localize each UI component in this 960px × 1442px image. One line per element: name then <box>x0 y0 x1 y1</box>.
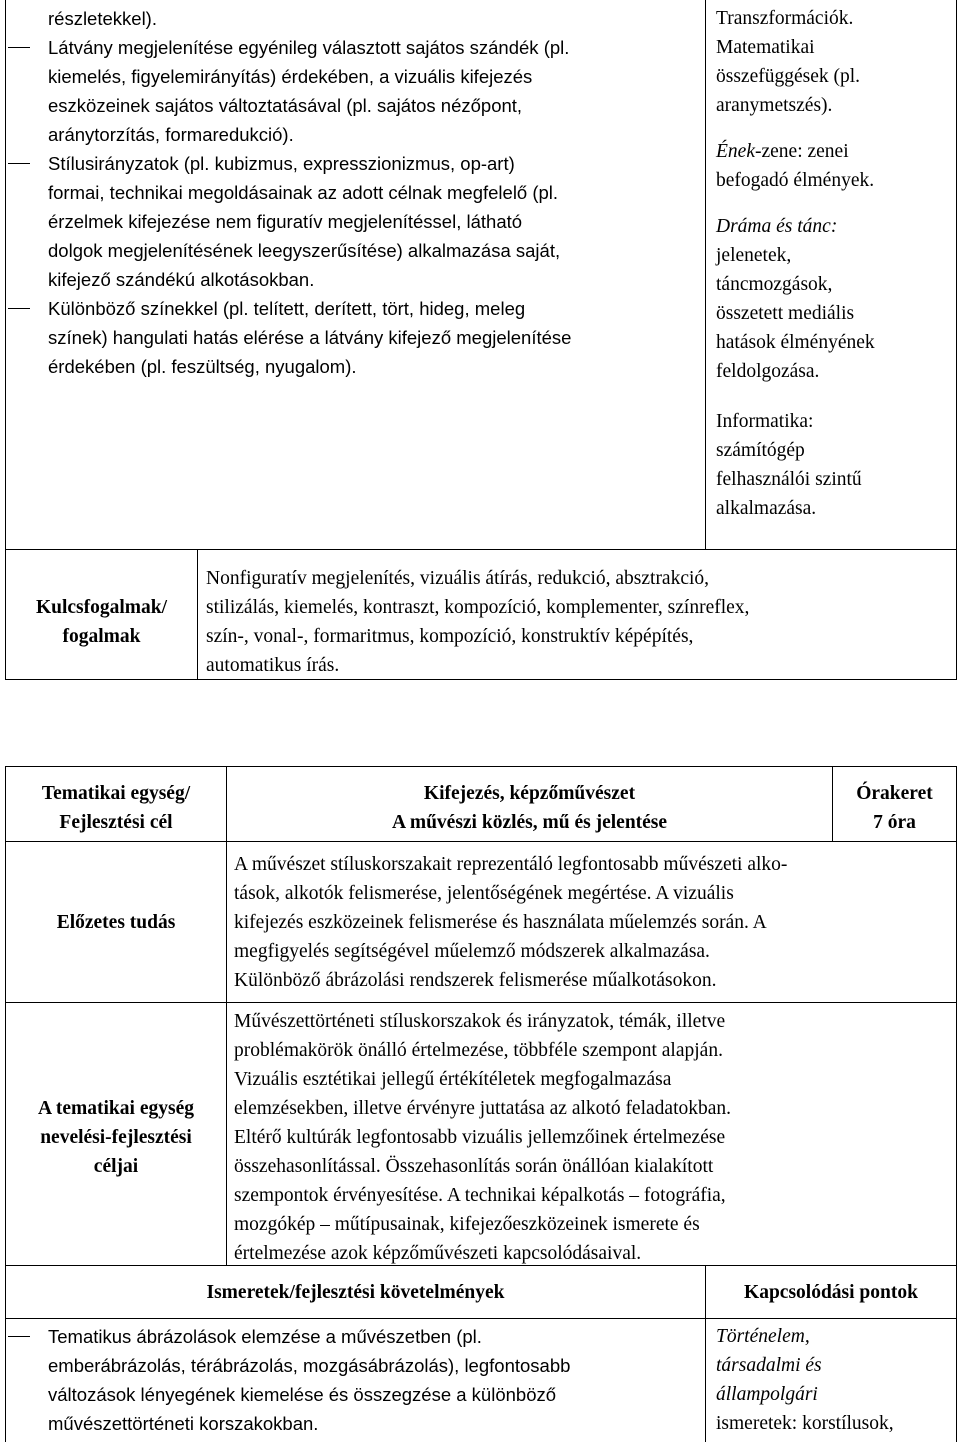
list-item-line: Stílusirányzatok (pl. kubizmus, expresszionizmus, op-art) <box>48 153 515 174</box>
list-item-line: Különböző színekkel (pl. telített, derített, tört, hideg, meleg <box>48 298 526 319</box>
prior-knowledge-line: Különböző ábrázolási rendszerek felismerése műalkotásokon. <box>234 970 717 991</box>
unit-title <box>227 779 832 837</box>
connection-text: -zene: zenei <box>754 141 849 162</box>
requirements-list <box>48 1322 698 1438</box>
goals-line: Vizuális esztétikai jellegű értékítéletek megfogalmazása <box>234 1069 672 1090</box>
goals-label-line: A tematikai egység <box>38 1098 194 1119</box>
goals-line: összehasonlítással. Összehasonlítás során önállóan kialakított <box>234 1156 714 1177</box>
header-row-bottom <box>5 841 957 842</box>
connection-line: összefüggések (pl. <box>716 66 861 87</box>
subject-name: állampolgári <box>716 1384 818 1405</box>
goals-line: Művészettörténeti stíluskorszakok és irányzatok, témák, illetve <box>234 1011 726 1032</box>
list-item <box>0 149 698 294</box>
subject-name: Történelem, <box>716 1326 810 1347</box>
connection-line: Informatika: <box>716 411 814 432</box>
subject-name: Dráma és tánc: <box>716 216 838 237</box>
list-item-line: változások lényegének kiemelése és összegzése a különböző <box>48 1384 557 1405</box>
top-table-col-divider <box>705 0 706 550</box>
time-frame <box>833 779 956 837</box>
unit-title-line: A művészi közlés, mű és jelentése <box>391 812 668 833</box>
connections-header: Kapcsolódási pontok <box>744 1282 918 1303</box>
header-left <box>6 779 226 837</box>
connection-line: ismeretek: korstílusok, <box>716 1413 894 1434</box>
goals-label-line: céljai <box>93 1156 139 1177</box>
key-concepts-text <box>206 564 951 680</box>
connection-line <box>716 137 952 166</box>
connection-line: hatások élményének <box>716 332 875 353</box>
subject-name: társadalmi és <box>716 1355 822 1376</box>
connection-line: felhasználói szintű <box>716 469 862 490</box>
key-concepts-line: Nonfiguratív megjelenítés, vizuális átírás, redukció, absztrakció, <box>206 568 710 589</box>
connection-line: táncmozgások, <box>716 274 833 295</box>
requirements-cell <box>48 4 698 381</box>
goals-line: Eltérő kultúrák legfontosabb vizuális jellemzőinek értelmezése <box>234 1127 726 1148</box>
bottom-table-top-border <box>5 766 957 767</box>
list-item-line: Tematikus ábrázolások elemzése a művészetben (pl. <box>48 1326 482 1347</box>
time-frame-value: 7 óra <box>873 812 916 833</box>
connection-line: feldolgozása. <box>716 361 820 382</box>
list-item-line: emberábrázolás, térábrázolás, mozgásábrázolás), legfontosabb <box>48 1355 571 1376</box>
connection-line: jelenetek, <box>716 245 792 266</box>
list-item <box>0 294 698 381</box>
connection-line: aranymetszés). <box>716 95 833 116</box>
connections-cell <box>716 4 952 523</box>
goals-line: mozgókép – műtípusainak, kifejezőeszközeinek ismerete és <box>234 1214 700 1235</box>
prior-knowledge-line: megfigyelés segítségével műelemző módszerek alkalmazása. <box>234 941 710 962</box>
list-item-line: érdekében (pl. feszültség, nyugalom). <box>48 356 357 377</box>
connection-line: Matematikai <box>716 37 815 58</box>
prior-knowledge-text <box>234 850 952 995</box>
list-item-line: formai, technikai megoldásainak az adott célnak megfelelő (pl. <box>48 182 559 203</box>
header-left-line: Tematikai egység/ <box>41 783 191 804</box>
prior-knowledge-line: A művészet stíluskorszakait reprezentáló legfontosabb művészeti alko- <box>234 854 788 875</box>
connection-line: alkalmazása. <box>716 498 817 519</box>
list-item-line: érzelmek kifejezése nem figuratív megjelenítéssel, látható <box>48 211 523 232</box>
key-concepts-line: szín-, vonal-, formaritmus, kompozíció, konstruktív képépítés, <box>206 626 694 647</box>
connection-line: Transzformációk. <box>716 8 854 29</box>
list-item-line: kifejező szándékú alkotásokban. <box>48 269 315 290</box>
bottom-table-right-border <box>956 766 957 1442</box>
key-concepts-label-line: fogalmak <box>62 626 141 647</box>
list-item-line: művészettörténeti korszakokban. <box>48 1413 319 1434</box>
list-item-line: eszközeinek sajátos változtatásával (pl. sajátos nézőpont, <box>48 95 523 116</box>
key-concepts-line: automatikus írás. <box>206 655 340 676</box>
key-concepts-label <box>6 593 197 651</box>
goals-text <box>234 1007 952 1268</box>
prior-row-bottom <box>5 1002 957 1003</box>
goals-label <box>6 1094 226 1181</box>
req-header-bottom <box>5 1318 957 1319</box>
key-concepts-line: stilizálás, kiemelés, kontraszt, kompozíció, komplementer, színreflex, <box>206 597 750 618</box>
time-frame-label: Órakeret <box>856 783 933 804</box>
list-item <box>0 33 698 149</box>
prior-knowledge-line: kifejezés eszközeinek felismerése és használata műelemzés során. A <box>234 912 767 933</box>
intro-line: részletekkel). <box>48 8 157 29</box>
list-item-line: kiemelés, figyelemirányítás) érdekében, a vizuális kifejezés <box>48 66 533 87</box>
list-item-line: aránytorzítás, formaredukció). <box>48 124 294 145</box>
header-left-line: Fejlesztési cél <box>59 812 173 833</box>
goals-label-line: nevelési-fejlesztési <box>40 1127 192 1148</box>
goals-line: értelmezése azok képzőművészeti kapcsolódásaival. <box>234 1243 642 1264</box>
connection-line: összetett mediális <box>716 303 855 324</box>
dash-bullet <box>8 163 30 164</box>
list-item-line: dolgok megjelenítésének leegyszerűsítése) alkalmazása saját, <box>48 240 561 261</box>
goals-line: elemzésekben, illetve érvényre juttatása az alkotó feladatokban. <box>234 1098 732 1119</box>
prior-knowledge-line: tások, alkotók felismerése, jelentőségének megértése. A vizuális <box>234 883 734 904</box>
list-item-line: Látvány megjelenítése egyénileg választott sajátos szándék (pl. <box>48 37 570 58</box>
dash-bullet <box>8 47 30 48</box>
key-row-col-divider <box>197 549 198 680</box>
requirements-header: Ismeretek/fejlesztési követelmények <box>206 1282 505 1303</box>
list-item-line: színek) hangulati hatás elérése a látvány kifejező megjelenítése <box>48 327 572 348</box>
prior-knowledge-label: Előzetes tudás <box>56 912 176 933</box>
unit-title-line: Kifejezés, képzőművészet <box>423 783 636 804</box>
list-item <box>0 1322 698 1438</box>
top-table-right-border <box>956 0 957 680</box>
connection-line: befogadó élmények. <box>716 170 875 191</box>
dash-bullet <box>8 1336 30 1337</box>
dash-bullet <box>8 308 30 309</box>
goals-line: szempontok érvényesítése. A technikai képalkotás – fotográfia, <box>234 1185 726 1206</box>
key-concepts-label-line: Kulcsfogalmak/ <box>35 597 168 618</box>
goals-line: problémakörök önálló értelmezése, többféle szempont alapján. <box>234 1040 723 1061</box>
connection-line: számítógép <box>716 440 805 461</box>
subject-name: Ének <box>716 141 755 162</box>
top-table-row-divider <box>5 549 957 550</box>
connections-list <box>716 1322 952 1438</box>
